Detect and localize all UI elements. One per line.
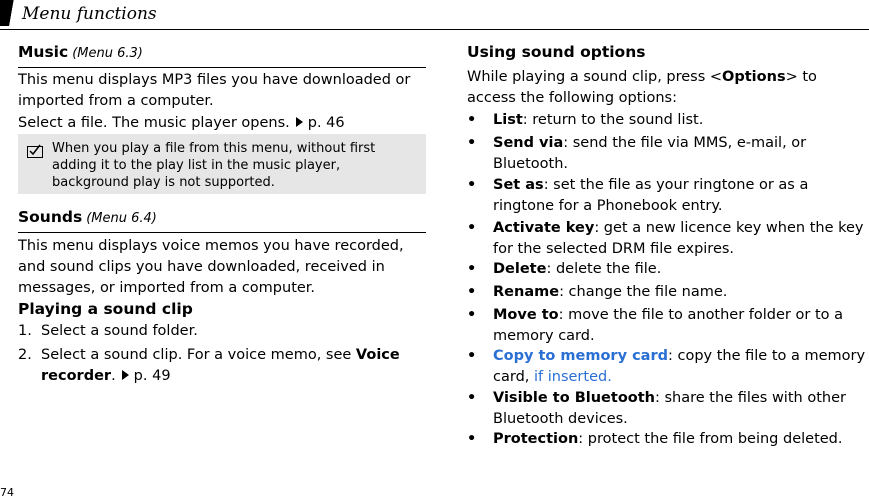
- playing-heading: Playing a sound clip: [18, 300, 193, 318]
- option-name: Activate key: [493, 220, 595, 236]
- option-desc: : delete the file.: [546, 261, 662, 277]
- options-intro: [467, 67, 847, 109]
- header-bar: [0, 0, 20, 26]
- options-heading: Using sound options: [467, 43, 646, 61]
- intro-key: Options: [722, 69, 786, 85]
- step-number: 1.: [18, 323, 32, 339]
- sounds-menu-ref: (Menu 6.4): [86, 211, 157, 226]
- bullet: •: [467, 284, 477, 300]
- sounds-title: Sounds: [18, 208, 83, 226]
- option-name: Set as: [493, 177, 544, 193]
- bullet: •: [467, 390, 477, 406]
- bullet: •: [467, 431, 477, 447]
- note-text: When you play a file from this menu, without first adding it to the play list in the music player, background play is not supported.: [52, 141, 376, 190]
- option-name: Move to: [493, 307, 559, 323]
- option-desc: : get a new licence key when the key for the selected DRM file expires.: [493, 220, 864, 257]
- bullet: •: [467, 307, 477, 323]
- note-box: [18, 134, 426, 194]
- sounds-heading: [18, 208, 157, 226]
- step-number: 2.: [18, 347, 32, 363]
- option-name: Copy to memory card: [493, 348, 668, 364]
- step-text-post: .: [111, 368, 116, 384]
- bullet: •: [467, 261, 477, 277]
- step-bold: Voice recorder: [41, 347, 400, 384]
- step-text-pre: Select a sound clip. For a voice memo, see: [41, 347, 356, 363]
- option-name: Delete: [493, 261, 547, 277]
- option-desc: : copy the file to a memory card,: [493, 348, 866, 385]
- bullet: •: [467, 177, 477, 193]
- bullet: •: [467, 348, 477, 364]
- music-menu-ref: (Menu 6.3): [72, 46, 143, 61]
- header-rule: [0, 29, 869, 30]
- option-name: Rename: [493, 284, 560, 300]
- arrow-right-icon: [122, 370, 129, 380]
- music-select-line: [18, 113, 345, 134]
- step-text: [41, 345, 426, 387]
- music-select-text: Select a file. The music player opens.: [18, 115, 290, 131]
- option-desc: : share the files with other Bluetooth devices.: [493, 390, 846, 427]
- music-rule: [18, 67, 426, 68]
- option-desc: : return to the sound list.: [522, 112, 704, 128]
- option-desc: : move the file to another folder or to a memory card.: [493, 307, 843, 344]
- intro-post: > to access the following options:: [467, 69, 817, 106]
- option-name: Visible to Bluetooth: [493, 390, 655, 406]
- option-desc: : send the file via MMS, e-mail, or Bluetooth.: [493, 135, 807, 172]
- sounds-rule: [18, 232, 426, 233]
- step-text: Select a sound folder.: [41, 323, 198, 339]
- sounds-description: This menu displays voice memos you have recorded, and sound clips you have downloaded, received in messages, or imported from a computer.: [18, 238, 404, 296]
- option-desc: : protect the file from being deleted.: [578, 431, 843, 447]
- intro-pre: While playing a sound clip, press <: [467, 69, 723, 85]
- bullet: •: [467, 220, 477, 236]
- option-name: Send via: [493, 135, 564, 151]
- note-check-icon: [27, 144, 43, 158]
- step-page-ref: p. 49: [133, 368, 171, 384]
- music-description: This menu displays MP3 files you have downloaded or imported from a computer.: [18, 72, 411, 109]
- bullet: •: [467, 112, 477, 128]
- music-page-ref: p. 46: [307, 115, 345, 131]
- bullet: •: [467, 135, 477, 151]
- music-heading: [18, 43, 143, 61]
- option-name: List: [493, 112, 523, 128]
- page-number: 74: [0, 486, 14, 499]
- music-title: Music: [18, 43, 69, 61]
- option-extra: if inserted.: [534, 369, 612, 385]
- option-desc: : set the file as your ringtone or as a ringtone for a Phonebook entry.: [493, 177, 809, 214]
- option-name: Protection: [493, 431, 579, 447]
- header-title: Menu functions: [22, 4, 157, 24]
- arrow-right-icon: [296, 117, 303, 127]
- option-desc: : change the file name.: [559, 284, 728, 300]
